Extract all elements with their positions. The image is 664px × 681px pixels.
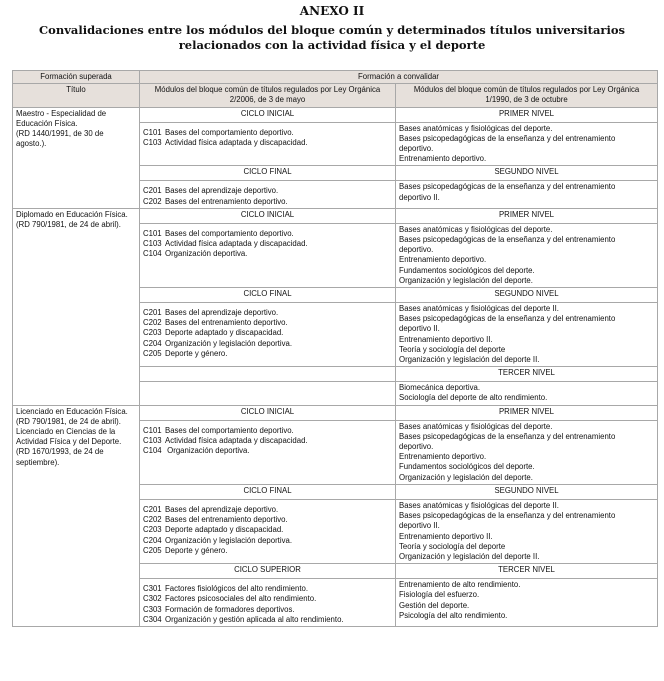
level-label: SEGUNDO NIVEL bbox=[396, 484, 658, 499]
module-code: C205 bbox=[143, 348, 162, 358]
module-item bbox=[143, 318, 392, 328]
cycle-level-label: CICLO FINAL bbox=[140, 166, 396, 181]
module-name: Deporte adaptado y discapacidad. bbox=[165, 328, 284, 338]
module-list-logse bbox=[396, 181, 658, 208]
module-name: Organización y legislación deportiva. bbox=[165, 338, 292, 348]
cycle-level-label: CICLO SUPERIOR bbox=[140, 564, 396, 579]
module-name: Actividad física adaptada y discapacidad. bbox=[165, 137, 308, 147]
subject-item: Bases anatómicas y fisiológicas del deporte. bbox=[399, 224, 553, 234]
header-line: 2/2006, de 3 de mayo bbox=[229, 95, 306, 105]
degree-title-line: (RD 1670/1993, de 24 de bbox=[16, 447, 104, 457]
header-formacion-superada: Formación superada bbox=[13, 71, 140, 84]
degree-title-line: Actividad Física y del Deporte. bbox=[16, 437, 122, 447]
module-item bbox=[143, 328, 392, 338]
module-item bbox=[143, 138, 392, 148]
cycle-level-label: CICLO INICIAL bbox=[140, 208, 396, 223]
module-code: C103 bbox=[143, 137, 162, 147]
table-row bbox=[13, 208, 658, 223]
subtitle-line: relacionados con la actividad física y el deporte bbox=[178, 38, 486, 52]
subject-item: Bases psicopedagógicas de la enseñanza y del entrenamiento bbox=[399, 235, 616, 245]
subject-item: Organización y legislación del deporte II. bbox=[399, 551, 540, 561]
subtitle-line: Convalidaciones entre los módulos del bloque común y determinados títulos universitarios bbox=[39, 23, 625, 37]
subject-item: Bases anatómicas y fisiológicas del deporte II. bbox=[399, 304, 559, 314]
module-item bbox=[143, 426, 392, 436]
header-line: Módulos del bloque común de títulos regulados por Ley Orgánica bbox=[413, 85, 640, 95]
subject-item: Gestión del deporte. bbox=[399, 600, 470, 610]
module-item bbox=[143, 436, 392, 446]
module-item bbox=[143, 128, 392, 138]
subject-item: deportivo II. bbox=[399, 192, 440, 202]
subject-item: Entrenamiento de alto rendimiento. bbox=[399, 580, 521, 590]
module-code: C101 bbox=[143, 127, 162, 137]
module-name: Organización deportiva. bbox=[165, 249, 248, 259]
module-item bbox=[143, 446, 392, 456]
module-name: Bases del aprendizaje deportivo. bbox=[165, 186, 279, 196]
header-formacion-convalidar: Formación a convalidar bbox=[140, 71, 658, 84]
level-label: PRIMER NIVEL bbox=[396, 405, 658, 420]
module-code: C104 bbox=[143, 249, 162, 259]
module-list-loe bbox=[140, 499, 396, 563]
module-name: Deporte y género. bbox=[165, 545, 228, 555]
subject-item: Bases anatómicas y fisiológicas del deporte. bbox=[399, 123, 553, 133]
cycle-level-label: CICLO INICIAL bbox=[140, 405, 396, 420]
degree-title bbox=[13, 208, 140, 405]
subject-item: Teoría y sociología del deporte bbox=[399, 344, 506, 354]
module-code: C301 bbox=[143, 584, 162, 594]
level-label: SEGUNDO NIVEL bbox=[396, 288, 658, 303]
subject-item: deportivo II. bbox=[399, 324, 440, 334]
module-code: C202 bbox=[143, 515, 162, 525]
module-name: Deporte adaptado y discapacidad. bbox=[165, 525, 284, 535]
module-item bbox=[143, 605, 392, 615]
degree-title-line: Maestro - Especialidad de bbox=[16, 108, 107, 118]
module-code: C201 bbox=[143, 504, 162, 514]
subject-item: Teoría y sociología del deporte bbox=[399, 541, 506, 551]
module-list-logse bbox=[396, 223, 658, 287]
header-titulo: Título bbox=[13, 84, 140, 107]
cycle-level-label bbox=[140, 367, 396, 382]
module-name: Bases del aprendizaje deportivo. bbox=[165, 308, 279, 318]
module-code: C204 bbox=[143, 338, 162, 348]
module-item bbox=[143, 505, 392, 515]
module-item bbox=[143, 546, 392, 556]
module-item bbox=[143, 339, 392, 349]
module-code: C303 bbox=[143, 604, 162, 614]
subject-item: Fundamentos sociológicos del deporte. bbox=[399, 462, 535, 472]
header-col-loe bbox=[140, 84, 396, 107]
level-label: TERCER NIVEL bbox=[396, 367, 658, 382]
module-list-loe bbox=[140, 579, 396, 627]
degree-title-line: Licenciado en Ciencias de la bbox=[16, 427, 116, 437]
level-label: PRIMER NIVEL bbox=[396, 107, 658, 122]
module-code: C103 bbox=[143, 435, 162, 445]
module-list-logse bbox=[396, 303, 658, 367]
annex-heading: ANEXO II bbox=[299, 4, 365, 18]
subject-item: Biomecánica deportiva. bbox=[399, 383, 481, 393]
subject-item: Psicología del alto rendimiento. bbox=[399, 610, 508, 620]
module-list-logse bbox=[396, 382, 658, 405]
module-code: C204 bbox=[143, 535, 162, 545]
module-code: C101 bbox=[143, 425, 162, 435]
subject-item: Entrenamiento deportivo. bbox=[399, 154, 487, 164]
header-col-logse bbox=[396, 84, 658, 107]
degree-title-line: (RD 1440/1991, de 30 de bbox=[16, 129, 104, 139]
subject-item: Bases anatómicas y fisiológicas del deporte. bbox=[399, 421, 553, 431]
module-name: Factores fisiológicos del alto rendimiento. bbox=[165, 584, 309, 594]
subject-item: deportivo. bbox=[399, 144, 434, 154]
module-item bbox=[143, 525, 392, 535]
module-name: Deporte y género. bbox=[165, 348, 228, 358]
subject-item: Entrenamiento deportivo. bbox=[399, 452, 487, 462]
module-code: C203 bbox=[143, 328, 162, 338]
module-list-logse bbox=[396, 579, 658, 627]
module-code: C202 bbox=[143, 318, 162, 328]
convalidation-table bbox=[12, 70, 658, 627]
degree-title-line: Diplomado en Educación Física. bbox=[16, 209, 128, 219]
subject-item: Bases anatómicas y fisiológicas del deporte II. bbox=[399, 500, 559, 510]
module-name: Actividad física adaptada y discapacidad. bbox=[165, 435, 308, 445]
module-code: C201 bbox=[143, 186, 162, 196]
subject-item: Fundamentos sociológicos del deporte. bbox=[399, 265, 535, 275]
module-list-logse bbox=[396, 499, 658, 563]
module-list-logse bbox=[396, 420, 658, 484]
table-body bbox=[13, 107, 658, 626]
module-list-loe bbox=[140, 420, 396, 484]
level-label: SEGUNDO NIVEL bbox=[396, 166, 658, 181]
module-name: Bases del comportamiento deportivo. bbox=[165, 127, 294, 137]
subject-item: Bases psicopedagógicas de la enseñanza y del entrenamiento bbox=[399, 182, 616, 192]
level-label: TERCER NIVEL bbox=[396, 564, 658, 579]
module-name: Actividad física adaptada y discapacidad. bbox=[165, 239, 308, 249]
module-item bbox=[143, 594, 392, 604]
module-list-loe bbox=[140, 223, 396, 287]
module-code: C302 bbox=[143, 594, 162, 604]
module-code: C205 bbox=[143, 545, 162, 555]
module-name: Bases del comportamiento deportivo. bbox=[165, 425, 294, 435]
cycle-level-label: CICLO FINAL bbox=[140, 288, 396, 303]
module-code: C103 bbox=[143, 239, 162, 249]
subject-item: Bases psicopedagógicas de la enseñanza y del entrenamiento bbox=[399, 431, 616, 441]
document-subtitle bbox=[0, 20, 664, 60]
degree-title bbox=[13, 107, 140, 208]
level-label: PRIMER NIVEL bbox=[396, 208, 658, 223]
header-line: 1/1990, de 3 de octubre bbox=[485, 95, 568, 105]
module-code: C201 bbox=[143, 308, 162, 318]
header-line: Módulos del bloque común de títulos regulados por Ley Orgánica bbox=[154, 85, 381, 95]
module-code: C101 bbox=[143, 228, 162, 238]
module-name: Bases del entrenamiento deportivo. bbox=[165, 318, 288, 328]
module-item bbox=[143, 239, 392, 249]
module-code: C104 bbox=[143, 446, 162, 456]
module-code: C203 bbox=[143, 525, 162, 535]
module-name: Factores psicosociales del alto rendimiento. bbox=[165, 594, 317, 604]
module-name: Bases del comportamiento deportivo. bbox=[165, 228, 294, 238]
degree-title-line: Educación Física. bbox=[16, 118, 78, 128]
subject-item: Bases psicopedagógicas de la enseñanza y del entrenamiento bbox=[399, 511, 616, 521]
module-name: Organización deportiva. bbox=[165, 446, 250, 456]
subject-item: Organización y legislación del deporte. bbox=[399, 472, 533, 482]
cycle-level-label: CICLO FINAL bbox=[140, 484, 396, 499]
table-row bbox=[13, 405, 658, 420]
subject-item: Fisiología del esfuerzo. bbox=[399, 590, 480, 600]
subject-item: Entrenamiento deportivo. bbox=[399, 255, 487, 265]
subject-item: Bases psicopedagógicas de la enseñanza y del entrenamiento bbox=[399, 314, 616, 324]
subject-item: Organización y legislación del deporte II. bbox=[399, 355, 540, 365]
degree-title-line: septiembre). bbox=[16, 457, 60, 467]
module-item bbox=[143, 615, 392, 625]
module-name: Bases del aprendizaje deportivo. bbox=[165, 504, 279, 514]
module-item bbox=[143, 229, 392, 239]
subject-item: deportivo. bbox=[399, 442, 434, 452]
subject-item: deportivo. bbox=[399, 245, 434, 255]
table-row bbox=[13, 107, 658, 122]
module-item bbox=[143, 515, 392, 525]
module-code: C304 bbox=[143, 614, 162, 624]
subject-item: Bases psicopedagógicas de la enseñanza y del entrenamiento bbox=[399, 133, 616, 143]
module-item bbox=[143, 349, 392, 359]
module-item bbox=[143, 186, 392, 196]
module-list-loe bbox=[140, 382, 396, 405]
subject-item: Entrenamiento deportivo II. bbox=[399, 531, 493, 541]
module-list-logse bbox=[396, 122, 658, 166]
subject-item: Sociología del deporte de alto rendimiento. bbox=[399, 393, 548, 403]
module-name: Bases del entrenamiento deportivo. bbox=[165, 515, 288, 525]
subject-item: Entrenamiento deportivo II. bbox=[399, 334, 493, 344]
module-list-loe bbox=[140, 181, 396, 208]
module-name: Bases del entrenamiento deportivo. bbox=[165, 196, 288, 206]
degree-title-line: (RD 790/1981, de 24 de abril). bbox=[16, 220, 121, 230]
degree-title-line: agosto.). bbox=[16, 139, 47, 149]
module-code: C202 bbox=[143, 196, 162, 206]
degree-title-line: (RD 790/1981, de 24 de abril). bbox=[16, 416, 121, 426]
degree-title-line: Licenciado en Educación Física. bbox=[16, 406, 128, 416]
module-list-loe bbox=[140, 303, 396, 367]
module-item bbox=[143, 584, 392, 594]
subject-item: deportivo II. bbox=[399, 521, 440, 531]
module-name: Organización y gestión aplicada al alto rendimiento. bbox=[165, 614, 344, 624]
subject-item: Organización y legislación del deporte. bbox=[399, 275, 533, 285]
module-name: Formación de formadores deportivos. bbox=[165, 604, 295, 614]
cycle-level-label: CICLO INICIAL bbox=[140, 107, 396, 122]
module-item bbox=[143, 308, 392, 318]
module-item bbox=[143, 536, 392, 546]
degree-title bbox=[13, 405, 140, 626]
module-list-loe bbox=[140, 122, 396, 166]
module-item bbox=[143, 197, 392, 207]
module-name: Organización y legislación deportiva. bbox=[165, 535, 292, 545]
module-item bbox=[143, 249, 392, 259]
